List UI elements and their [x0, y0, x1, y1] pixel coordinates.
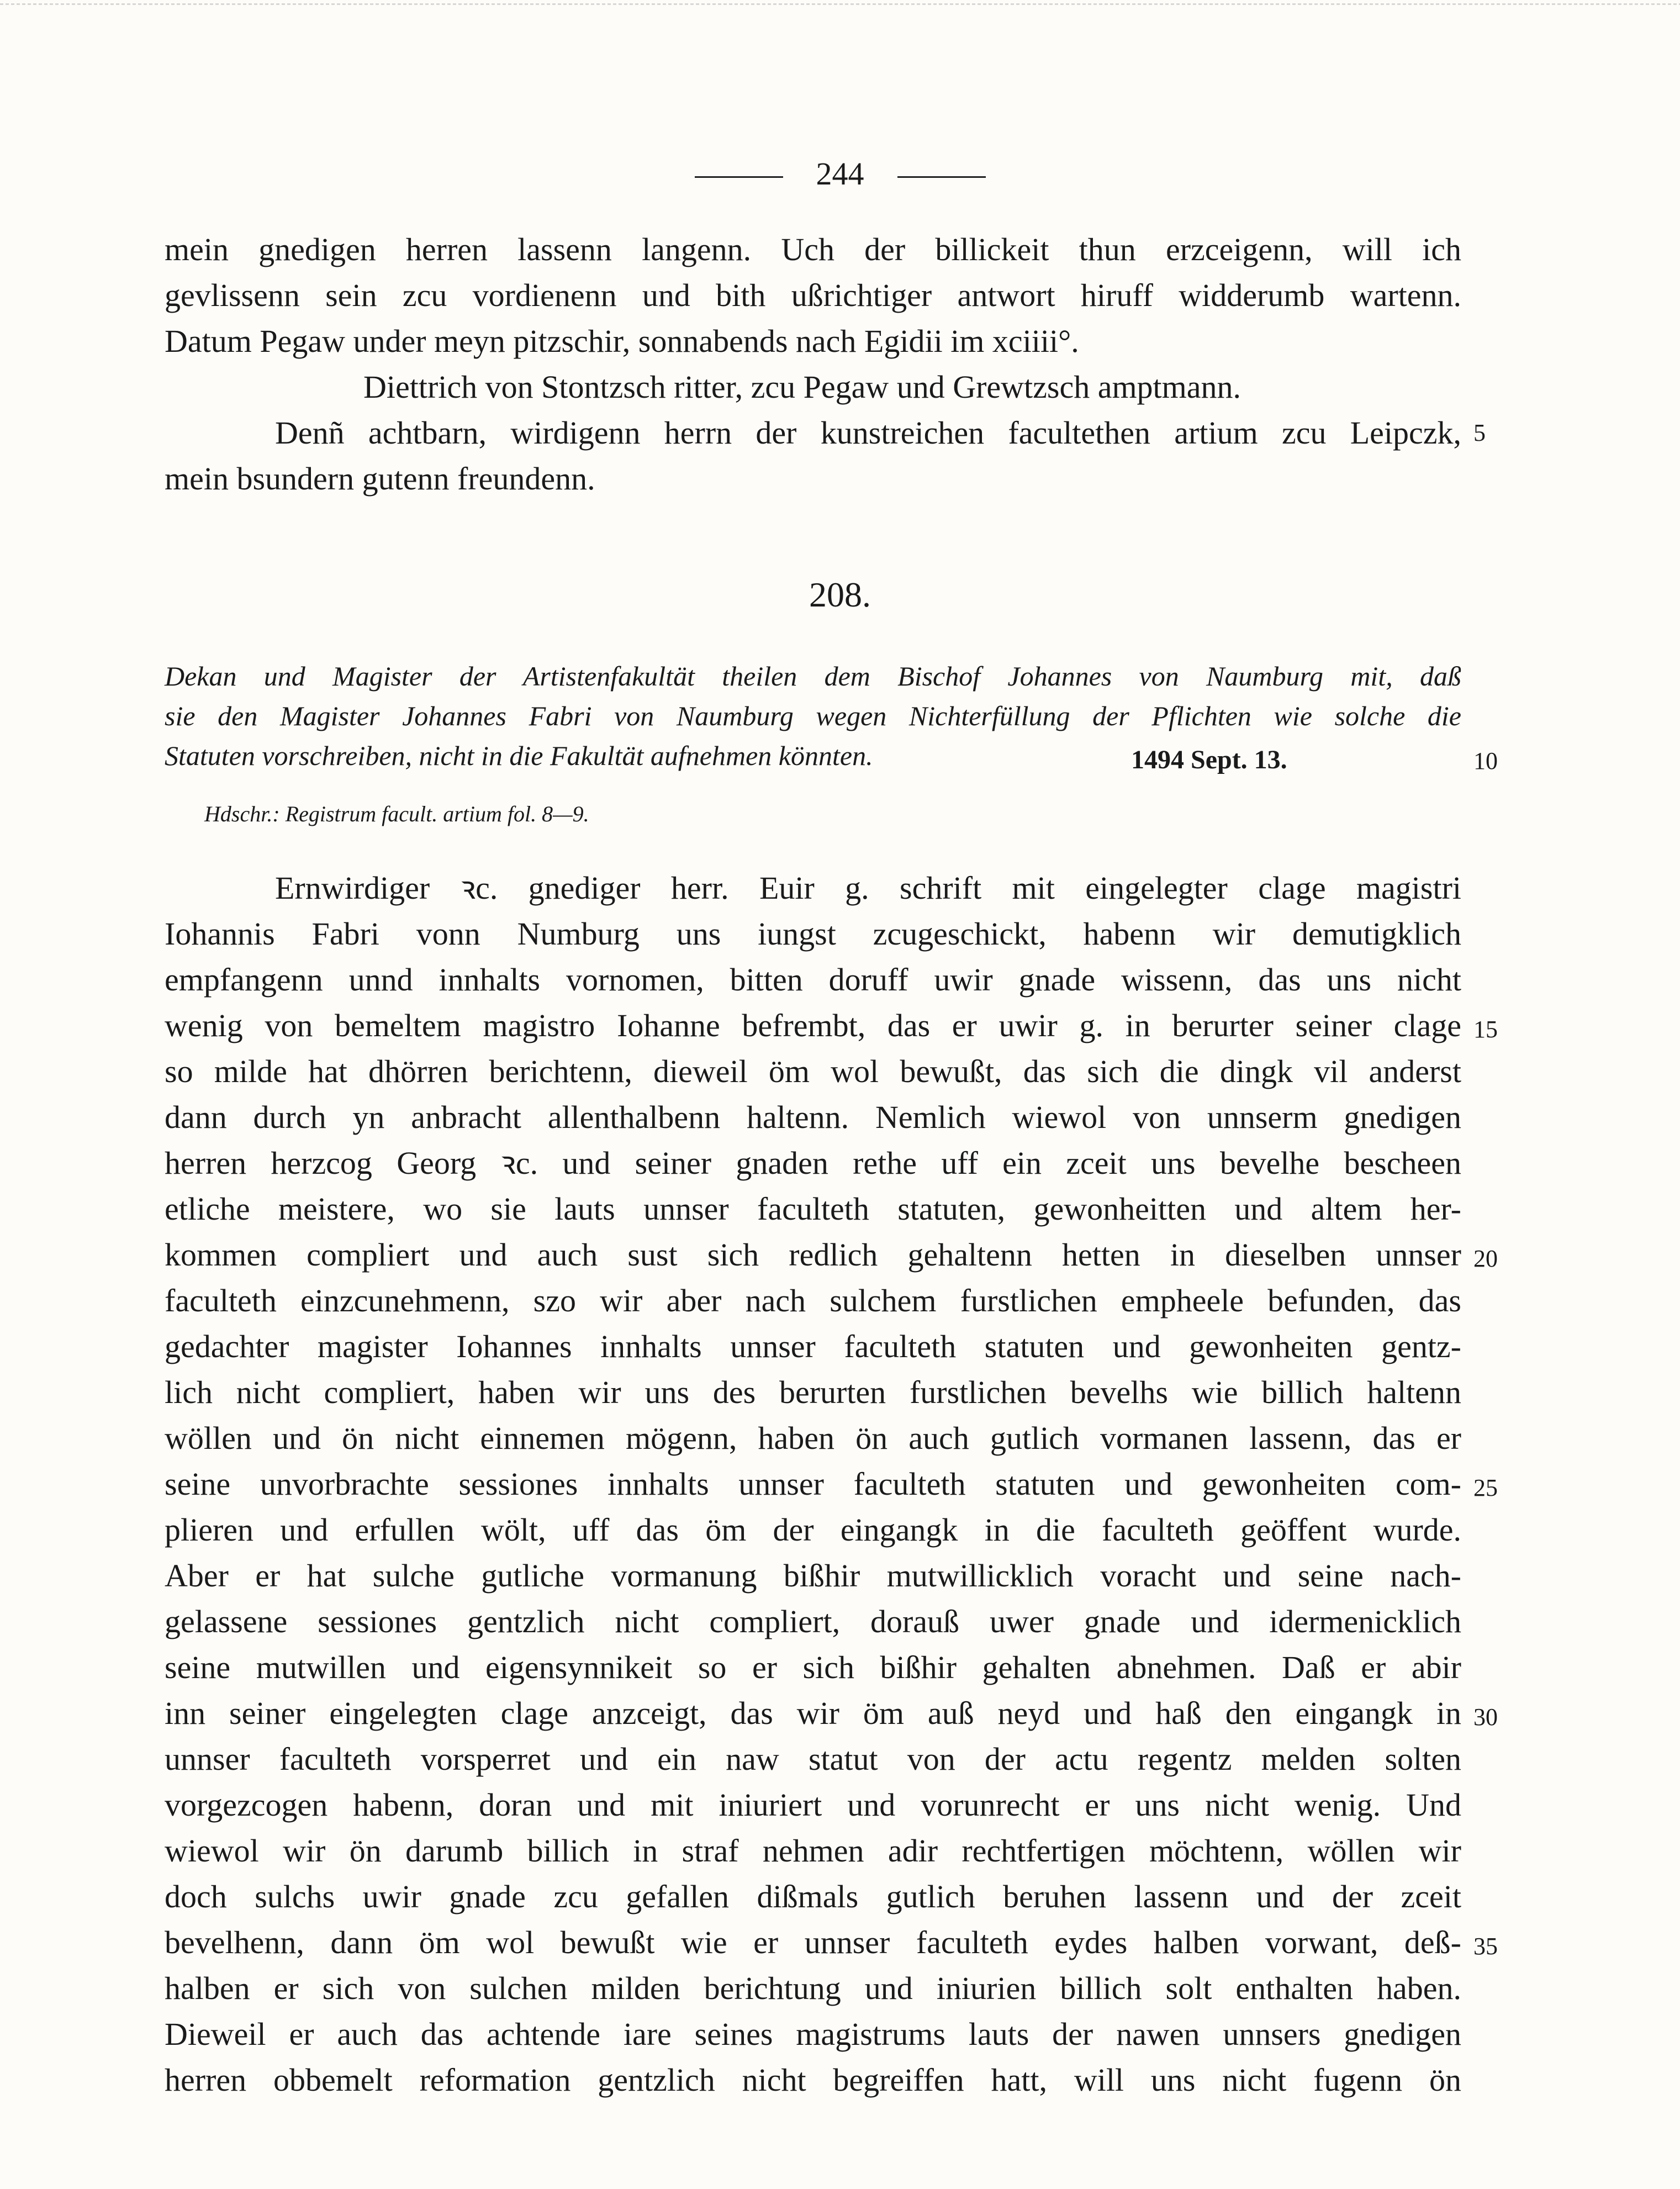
text-line: vorgezcogen habenn, doran und mit iniuriert und vorunrecht er uns nicht wenig. Und	[165, 1787, 1461, 1823]
summary-line: Dekan und Magister der Artistenfakultät theilen dem Bischof Johannes von Naumburg mit, daß	[165, 661, 1461, 692]
text-line: wiewol wir ön darumb billich in straf nehmen adir rechtfertigen möchtenn, wöllen wir	[165, 1833, 1461, 1869]
document-number: 208.	[809, 575, 871, 614]
text-line: faculteth einzcunehmenn, szo wir aber nach sulchem furstlichen empheele befunden, das	[165, 1283, 1461, 1318]
text-line: halben er sich von sulchen milden berichtung und iniurien billich solt enthalten haben.	[165, 1970, 1461, 2006]
text-line: kommen compliert und auch sust sich redlich gehaltenn hetten in dieselben unnser	[165, 1237, 1461, 1273]
text-line: gevlissenn sein zcu vordienenn und bith ußrichtiger antwort hiruff widderumb wartenn.	[165, 277, 1461, 313]
header-dash-left	[695, 176, 783, 178]
line-number: 15	[1473, 1016, 1498, 1043]
text-line: Dieweil er auch das achtende iare seines magistrums lauts der nawen unnsers gnedigen	[165, 2016, 1461, 2052]
text-line: Datum Pegaw under meyn pitzschir, sonnabends nach Egidii im xciiii°.	[165, 323, 1079, 359]
summary-line: Statuten vorschreiben, nicht in die Fakultät aufnehmen könnten.	[165, 740, 873, 771]
text-line: gelassene sessiones gentzlich nicht compliert, dorauß uwer gnade und idermenicklich	[165, 1603, 1461, 1639]
previous-letter-ending	[165, 226, 1461, 502]
text-line: mein gnedigen herren lassenn langenn. Uch der billickeit thun erzceigenn, will ich	[165, 231, 1461, 267]
text-line: lich nicht compliert, haben wir uns des berurten furstlichen bevelhs wie billich haltenn	[165, 1374, 1461, 1410]
text-line: wöllen und ön nicht einnemen mögenn, haben ön auch gutlich vormanen lassenn, das er	[165, 1420, 1461, 1456]
document-date: 1494 Sept. 13.	[1131, 745, 1287, 774]
page-header	[0, 155, 1680, 193]
text-line: bevelhenn, dann öm wol bewußt wie er unnser faculteth eydes halben vorwant, deß-	[165, 1924, 1461, 1960]
line-number: 35	[1473, 1933, 1498, 1960]
text-line: empfangenn unnd innhalts vornomen, bitten doruff uwir gnade wissenn, das uns nicht	[165, 962, 1461, 998]
text-line: etliche meistere, wo sie lauts unnser faculteth statuten, gewonheitten und altem her-	[165, 1191, 1461, 1227]
text-line: Iohannis Fabri vonn Numburg uns iungst zcugeschickt, habenn wir demutigklich	[165, 916, 1461, 952]
address-line: mein bsundern gutenn freundenn.	[165, 461, 595, 497]
address-line: Denñ achtbarn, wirdigenn herrn der kunstreichen facultethen artium zcu Leipczk,	[275, 415, 1461, 451]
text-line: unnser faculteth vorsperret und ein naw statut von der actu regentz melden solten	[165, 1741, 1461, 1777]
line-number: 5	[1473, 419, 1486, 446]
text-line: dann durch yn anbracht allenthalbenn haltenn. Nemlich wiewol von unnserm gnedigen	[165, 1099, 1461, 1135]
text-line: Ernwirdiger ꝛc. gnediger herr. Euir g. schrift mit eingelegter clage magistri	[275, 870, 1461, 906]
text-line: herren obbemelt reformation gentzlich nicht begreiffen hatt, will uns nicht fugenn ön	[165, 2062, 1461, 2098]
header-dash-right	[897, 176, 986, 178]
page-number: 244	[816, 156, 864, 192]
text-line: wenig von bemeltem magistro Iohanne befrembt, das er uwir g. in berurter seiner clage	[165, 1008, 1461, 1043]
text-line: seine unvorbrachte sessiones innhalts unnser faculteth statuten und gewonheiten com-	[165, 1466, 1461, 1502]
text-line: so milde hat dhörren berichtenn, dieweil öm wol bewußt, das sich die dingk vil anderst	[165, 1053, 1461, 1089]
letter-body	[165, 865, 1461, 2103]
text-line: seine mutwillen und eigensynnikeit so er sich bißhir gehalten abnehmen. Daß er abir	[165, 1649, 1461, 1685]
line-number: 25	[1473, 1474, 1498, 1501]
text-line: gedachter magister Iohannes innhalts unnser faculteth statuten und gewonheiten gentz-	[165, 1328, 1461, 1364]
text-line: Aber er hat sulche gutliche vormanung bißhir mutwillicklich voracht und seine nach-	[165, 1558, 1461, 1594]
text-line: plieren und erfullen wölt, uff das öm der eingangk in die faculteth geöffent wurde.	[165, 1512, 1461, 1548]
scan-edge	[0, 3, 1680, 5]
manuscript-source: Hdschr.: Registrum facult. artium fol. 8—9.	[204, 801, 589, 826]
text-line: herren herzcog Georg ꝛc. und seiner gnaden rethe uff ein zceit uns bevelhe bescheen	[165, 1145, 1461, 1181]
line-number: 10	[1473, 747, 1498, 774]
signature: Diettrich von Stontzsch ritter, zcu Pegaw und Grewtzsch amptmann.	[363, 369, 1241, 405]
text-line: inn seiner eingelegten clage anzceigt, das wir öm auß neyd und haß den eingangk in	[165, 1695, 1461, 1731]
line-number: 20	[1473, 1245, 1498, 1272]
text-line: doch sulchs uwir gnade zcu gefallen dißmals gutlich beruhen lassenn und der zceit	[165, 1879, 1461, 1914]
summary-line: sie den Magister Johannes Fabri von Naumburg wegen Nichterfüllung der Pflichten wie solche die	[165, 700, 1461, 731]
line-number: 30	[1473, 1703, 1498, 1731]
